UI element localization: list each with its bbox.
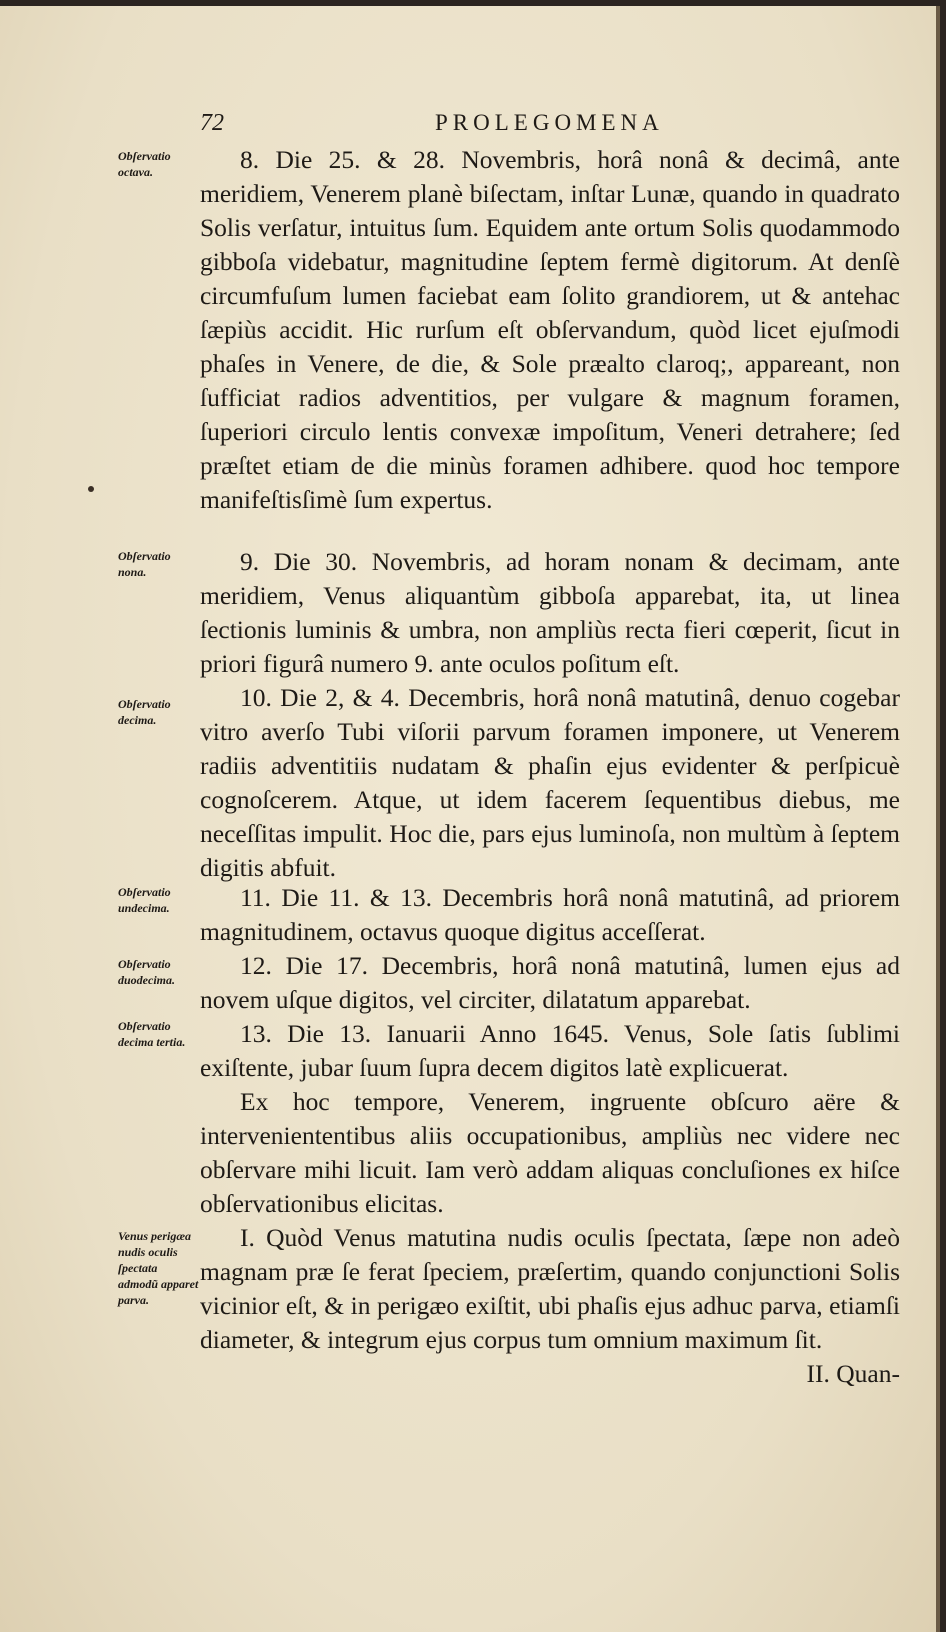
margin-note-duodecima: Obſervatio duodecima. (118, 957, 175, 987)
paragraph-observation-13: 13. Die 13. Ianuarii Anno 1645. Venus, Sole ſatis ſublimi exiſtente, jubar ſuum ſupra decem digitos latè explicuerat. (200, 1019, 900, 1082)
margin-note-octava: Obſervatio octava. (118, 149, 171, 179)
catchword-line (200, 1357, 900, 1391)
paragraph-observation-8: 8. Die 25. & 28. Novembris, horâ nonâ & decimâ, ante meridiem, Venerem planè biſectam, inſtar Lunæ, quando in quadrato Solis verſatur, intuitus ſum. Equidem ante ortum Solis quodammodo gibboſa videbatur, magnitudine ſeptem fermè digitorum. At denſè circumfuſum lumen faciebat eam ſolito grandiorem, ut & antehac ſæpiùs accidit. Hic rurſum eſt obſervandum, quòd licet ejuſmodi phaſes in Venere, de die, & Sole præalto claroq;, appareant, non ſufficiat radios adventitios, per vulgare & magnum foramen, ſuperiori circulo lentis convexæ impoſitum, Veneri detrahere; ſed præſtet etiam de die minùs foramen adhibere. quod hoc tempore manifeſtisſimè ſum expertus. (200, 145, 900, 514)
page-number: 72 (200, 110, 224, 136)
margin-note-venus-perigaea: Venus perigæa nudis oculis ſpectata admodũ apparet parva. (118, 1229, 199, 1307)
ink-speck (88, 486, 94, 492)
margin-note-decima: Obſervatio decima. (118, 697, 171, 727)
paragraph-observation-11: 11. Die 11. & 13. Decembris horâ nonâ matutinâ, ad priorem magnitudinem, octavus quoque digitus acceſſerat. (200, 883, 900, 946)
catchword: II. Quan- (806, 1359, 900, 1388)
margin-note-nona: Obſervatio nona. (118, 549, 171, 579)
book-page (0, 6, 940, 1632)
margin-note-undecima: Obſervatio undecima. (118, 885, 171, 915)
main-text (200, 143, 900, 1391)
running-title: PROLEGOMENA (435, 110, 664, 135)
paragraph-conclusion-intro: Ex hoc tempore, Venerem, ingruente obſcuro aëre & interveniententibus aliis occupationibus, ampliùs nec videre nec obſervare mihi licuit. Iam verò addam aliquas concluſiones ex hiſce obſervationibus elicitas. (200, 1087, 900, 1218)
paragraph-observation-12: 12. Die 17. Decembris, horâ nonâ matutinâ, lumen ejus ad novem uſque digitos, vel circiter, dilatatum apparebat. (200, 951, 900, 1014)
paragraph-observation-9: 9. Die 30. Novembris, ad horam nonam & decimam, ante meridiem, Venus aliquantùm gibboſa apparebat, ita, ut linea ſectionis luminis & umbra, non ampliùs recta fieri cœperit, ſicut in priori figurâ numero 9. ante oculos poſitum eſt. (200, 547, 900, 678)
paragraph-conclusion-1: I. Quòd Venus matutina nudis oculis ſpectata, ſæpe non adeò magnam præ ſe ferat ſpeciem, præſertim, quando conjunctioni Solis vicinior eſt, & in perigæo exiſtit, ubi phaſis ejus adhuc parva, etiamſi diameter, & integrum ejus corpus tum omnium maximum ſit. (200, 1223, 900, 1354)
margin-note-decima-tertia: Obſervatio decima tertia. (118, 1019, 186, 1049)
paragraph-observation-10: 10. Die 2, & 4. Decembris, horâ nonâ matutinâ, denuo cogebar vitro averſo Tubi viſorii parvum foramen imponere, ut Venerem radiis adventitiis nudatam & phaſin ejus evidenter & perſpicuè cognoſcerem. Atque, ut idem facerem ſequentibus diebus, me neceſſitas impulit. Hoc die, pars ejus luminoſa, non multùm à ſeptem digitis abfuit. (200, 683, 900, 882)
page-header (200, 110, 900, 140)
